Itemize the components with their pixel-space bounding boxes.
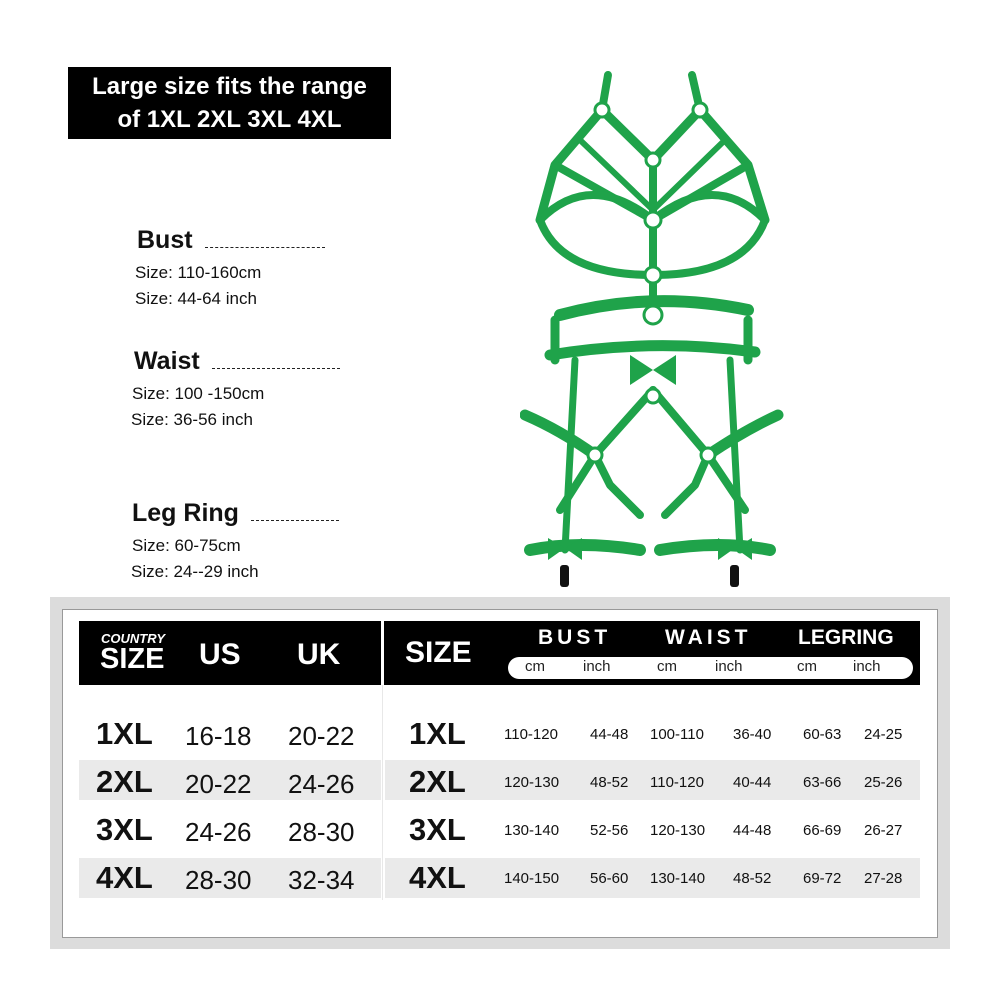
row3-waist-inch: 44-48	[733, 822, 772, 839]
size-header: SIZE	[100, 643, 165, 675]
banner-line-1: Large size fits the range	[92, 73, 367, 100]
row1-uk: 20-22	[288, 721, 355, 751]
row1-leg-inch: 24-25	[864, 726, 903, 743]
row3-waist-cm: 120-130	[650, 822, 706, 839]
waist-size-cm: Size: 100 -150cm	[132, 384, 265, 403]
legring-dash-line	[251, 520, 339, 521]
bust-measurement	[137, 226, 325, 309]
row1-bust-cm: 110-120	[504, 726, 558, 743]
row4-leg-cm: 69-72	[803, 870, 842, 887]
legring-header: LEGRING	[798, 626, 894, 649]
waist-label: Waist	[134, 347, 200, 375]
row2-size-2: 2XL	[409, 764, 466, 799]
row2-leg-inch: 25-26	[864, 774, 903, 791]
waist-inch-header: inch	[715, 658, 743, 675]
row2-waist-cm: 110-120	[650, 774, 704, 791]
row4-size: 4XL	[96, 860, 153, 895]
row2-bust-cm: 120-130	[504, 774, 560, 791]
bust-inch-header: inch	[583, 658, 611, 675]
row4-leg-inch: 27-28	[864, 870, 903, 887]
row3-us: 24-26	[185, 817, 252, 847]
waist-measurement	[131, 347, 340, 430]
legring-measurement	[132, 499, 339, 582]
row2-us: 20-22	[185, 769, 252, 799]
row2-size: 2XL	[96, 764, 153, 799]
row4-uk: 32-34	[288, 865, 355, 895]
row3-leg-cm: 66-69	[803, 822, 842, 839]
row2-waist-inch: 40-44	[733, 774, 772, 791]
row1-size-2: 1XL	[409, 716, 466, 751]
row4-waist-inch: 48-52	[733, 870, 772, 887]
row1-size: 1XL	[96, 716, 153, 751]
column-divider	[382, 685, 383, 900]
bust-label: Bust	[137, 226, 193, 254]
legring-cm-header: cm	[797, 658, 817, 675]
legring-inch-header: inch	[853, 658, 881, 675]
bust-header: BUST	[538, 626, 612, 649]
row1-bust-inch: 44-48	[590, 726, 629, 743]
row3-size-2: 3XL	[409, 812, 466, 847]
row1-leg-cm: 60-63	[803, 726, 842, 743]
row2-uk: 24-26	[288, 769, 355, 799]
row4-waist-cm: 130-140	[650, 870, 706, 887]
row1-waist-cm: 100-110	[650, 726, 704, 743]
size-range-banner	[68, 67, 391, 139]
waist-cm-header: cm	[657, 658, 677, 675]
legring-size-cm: Size: 60-75cm	[132, 536, 241, 555]
bust-cm-header: cm	[525, 658, 545, 675]
row1-waist-inch: 36-40	[733, 726, 772, 743]
waist-dash-line	[212, 368, 340, 369]
row4-us: 28-30	[185, 865, 252, 895]
row3-leg-inch: 26-27	[864, 822, 903, 839]
row4-bust-inch: 56-60	[590, 870, 629, 887]
row3-bust-inch: 52-56	[590, 822, 629, 839]
row3-size: 3XL	[96, 812, 153, 847]
row4-bust-cm: 140-150	[504, 870, 560, 887]
uk-header: UK	[297, 638, 341, 671]
size-header-2: SIZE	[405, 636, 472, 669]
country-label: COUNTRY	[101, 631, 166, 646]
row2-leg-cm: 63-66	[803, 774, 842, 791]
waist-header: WAIST	[665, 626, 752, 649]
bust-size-cm: Size: 110-160cm	[135, 263, 262, 282]
row4-size-2: 4XL	[409, 860, 466, 895]
product-image	[520, 70, 785, 590]
row3-uk: 28-30	[288, 817, 355, 847]
legring-size-inch: Size: 24--29 inch	[131, 562, 259, 581]
bust-size-inch: Size: 44-64 inch	[135, 289, 257, 308]
waist-size-inch: Size: 36-56 inch	[131, 410, 253, 429]
legring-label: Leg Ring	[132, 499, 239, 527]
banner-line-2: of 1XL 2XL 3XL 4XL	[117, 106, 342, 133]
row3-bust-cm: 130-140	[504, 822, 560, 839]
row2-bust-inch: 48-52	[590, 774, 629, 791]
row1-us: 16-18	[185, 721, 252, 751]
bust-dash-line	[205, 247, 325, 248]
us-header: US	[199, 638, 241, 671]
